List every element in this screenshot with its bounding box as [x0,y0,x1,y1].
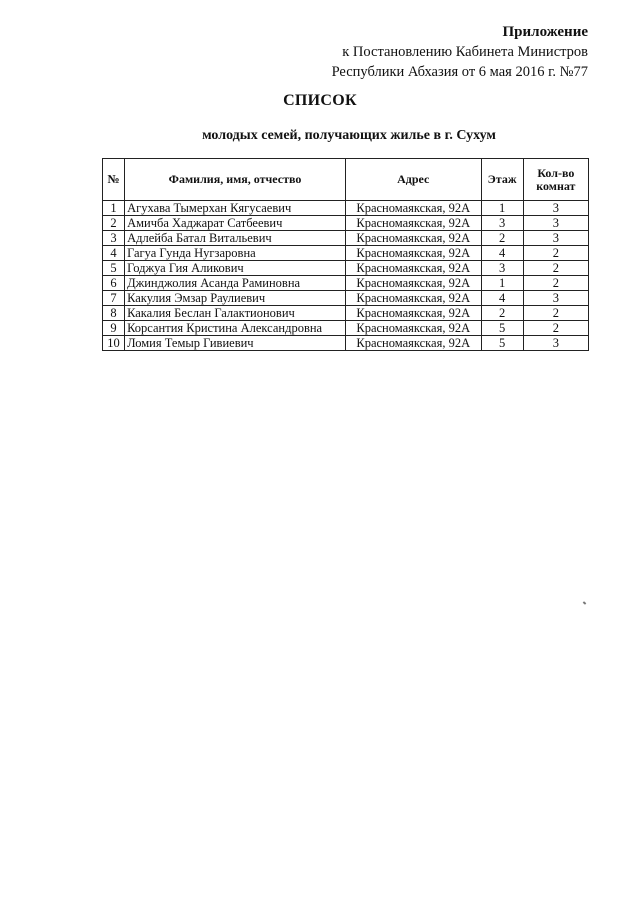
row-floor: 3 [481,261,523,276]
row-address: Красномаякская, 92А [345,276,481,291]
row-rooms: 3 [523,201,588,216]
table-row [103,216,589,231]
table-row [103,246,589,261]
row-floor: 3 [481,216,523,231]
row-number: 9 [103,321,125,336]
table-body [103,201,589,351]
row-floor: 5 [481,321,523,336]
row-address: Красномаякская, 92А [345,246,481,261]
row-address: Красномаякская, 92А [345,321,481,336]
appendix-header [332,22,588,82]
row-number: 2 [103,216,125,231]
row-rooms: 3 [523,231,588,246]
row-address: Красномаякская, 92А [345,291,481,306]
row-number: 4 [103,246,125,261]
row-floor: 4 [481,291,523,306]
row-name: Какулия Эмзар Раулиевич [125,291,346,306]
row-number: 7 [103,291,125,306]
row-number: 10 [103,336,125,351]
row-number: 1 [103,201,125,216]
row-address: Красномаякская, 92А [345,201,481,216]
header-rooms: Кол-во комнат [523,159,588,201]
table-row [103,201,589,216]
row-address: Красномаякская, 92А [345,336,481,351]
row-rooms: 3 [523,216,588,231]
row-rooms: 2 [523,276,588,291]
row-address: Красномаякская, 92А [345,306,481,321]
row-name: Гагуа Гунда Нугзаровна [125,246,346,261]
row-address: Красномаякская, 92А [345,231,481,246]
header-address: Адрес [345,159,481,201]
row-name: Джинджолия Асанда Раминовна [125,276,346,291]
row-floor: 1 [481,201,523,216]
families-table [102,158,589,351]
row-name: Адлейба Батал Витальевич [125,231,346,246]
row-name: Какалия Беслан Галактионович [125,306,346,321]
row-name: Годжуа Гия Аликович [125,261,346,276]
row-rooms: 2 [523,246,588,261]
table-row [103,336,589,351]
row-rooms: 2 [523,261,588,276]
table-row [103,291,589,306]
row-floor: 2 [481,306,523,321]
row-name: Ломия Темыр Гивиевич [125,336,346,351]
table-row [103,321,589,336]
appendix-decree-line: к Постановлению Кабинета Министров [342,44,588,60]
row-number: 8 [103,306,125,321]
row-name: Амичба Хаджарат Сатбеевич [125,216,346,231]
row-rooms: 2 [523,306,588,321]
row-name: Корсантия Кристина Александровна [125,321,346,336]
document-title: СПИСОК [283,92,357,109]
header-num: № [103,159,125,201]
row-number: 5 [103,261,125,276]
table-row [103,261,589,276]
table-row [103,306,589,321]
row-address: Красномаякская, 92А [345,261,481,276]
scan-speck [583,601,587,604]
row-rooms: 3 [523,291,588,306]
row-name: Агухава Тымерхан Кягусаевич [125,201,346,216]
row-floor: 1 [481,276,523,291]
header-name: Фамилия, имя, отчество [125,159,346,201]
table-row [103,231,589,246]
table-row [103,276,589,291]
table-header-row [103,159,589,201]
row-rooms: 2 [523,321,588,336]
row-floor: 2 [481,231,523,246]
appendix-label: Приложение [502,24,588,40]
row-floor: 5 [481,336,523,351]
header-floor: Этаж [481,159,523,201]
row-address: Красномаякская, 92А [345,216,481,231]
appendix-date-line: Республики Абхазия от 6 мая 2016 г. №77 [331,64,588,80]
row-number: 6 [103,276,125,291]
row-number: 3 [103,231,125,246]
row-floor: 4 [481,246,523,261]
document-subtitle: молодых семей, получающих жилье в г. Сухум [202,128,496,143]
row-rooms: 3 [523,336,588,351]
